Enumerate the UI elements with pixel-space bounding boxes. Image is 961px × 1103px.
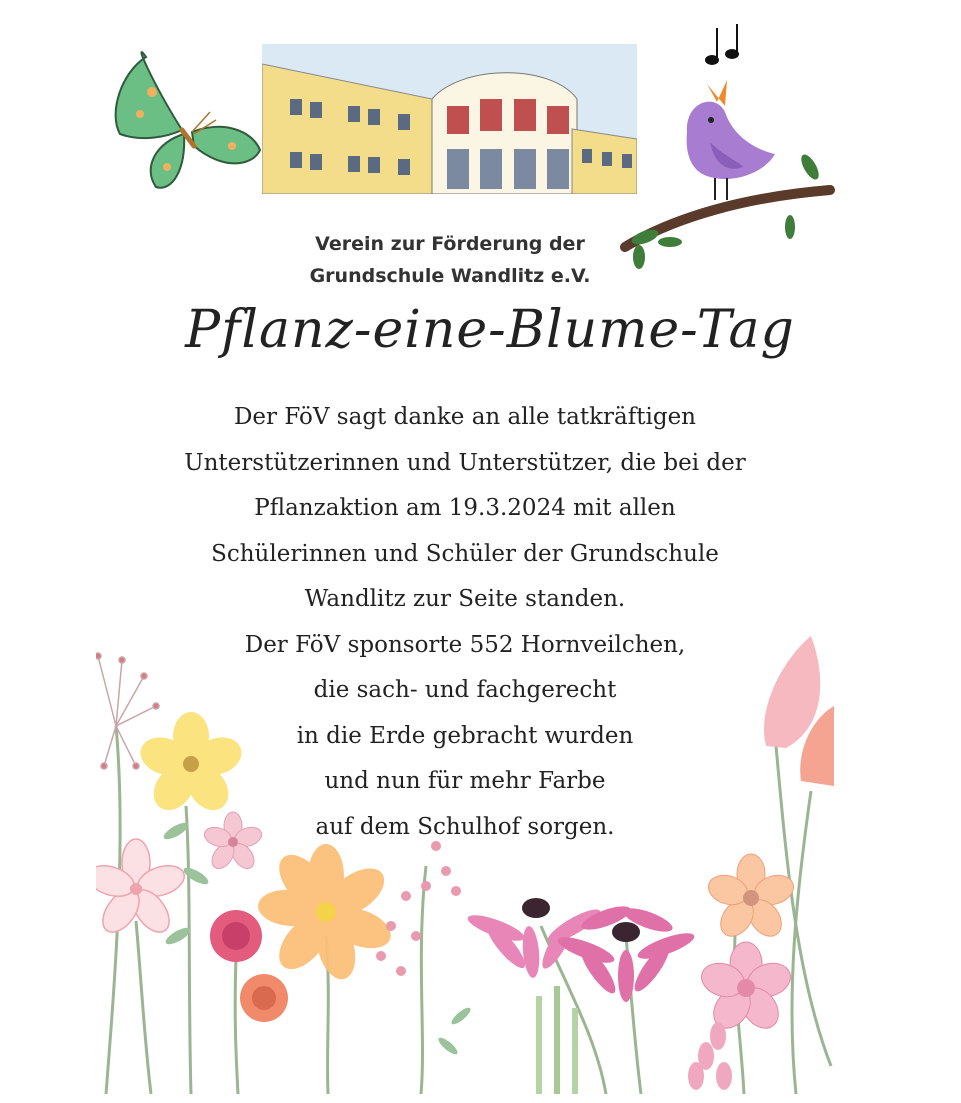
message-line: und nun für mehr Farbe	[324, 768, 606, 794]
music-notes-icon	[700, 22, 746, 68]
message-line: auf dem Schulhof sorgen.	[315, 813, 615, 840]
event-title: Pflanz-eine-Blume-Tag	[185, 300, 795, 360]
school-building-illustration	[262, 44, 637, 194]
message-line: Der FöV sponsorte 552 Hornveilchen,	[244, 631, 686, 658]
org-name-line1: Verein zur Förderung der	[315, 233, 585, 255]
butterfly-icon	[112, 42, 264, 194]
org-name-line2: Grundschule Wandlitz e.V.	[309, 265, 591, 287]
message-line: Schülerinnen und Schüler der Grundschule	[211, 540, 719, 567]
message-line: die sach- und fachgerecht	[313, 677, 617, 703]
message-line: in die Erde gebracht wurden	[296, 722, 634, 749]
message-line: Wandlitz zur Seite standen.	[304, 586, 626, 612]
org-name	[200, 228, 700, 292]
message-line: Unterstützerinnen und Unterstützer, die bei der	[184, 449, 746, 476]
message-line: Der FöV sagt danke an alle tatkräftigen	[233, 404, 696, 430]
message-line: Pflanzaktion am 19.3.2024 mit allen	[254, 495, 676, 521]
wildflower-meadow-illustration	[96, 636, 834, 1094]
